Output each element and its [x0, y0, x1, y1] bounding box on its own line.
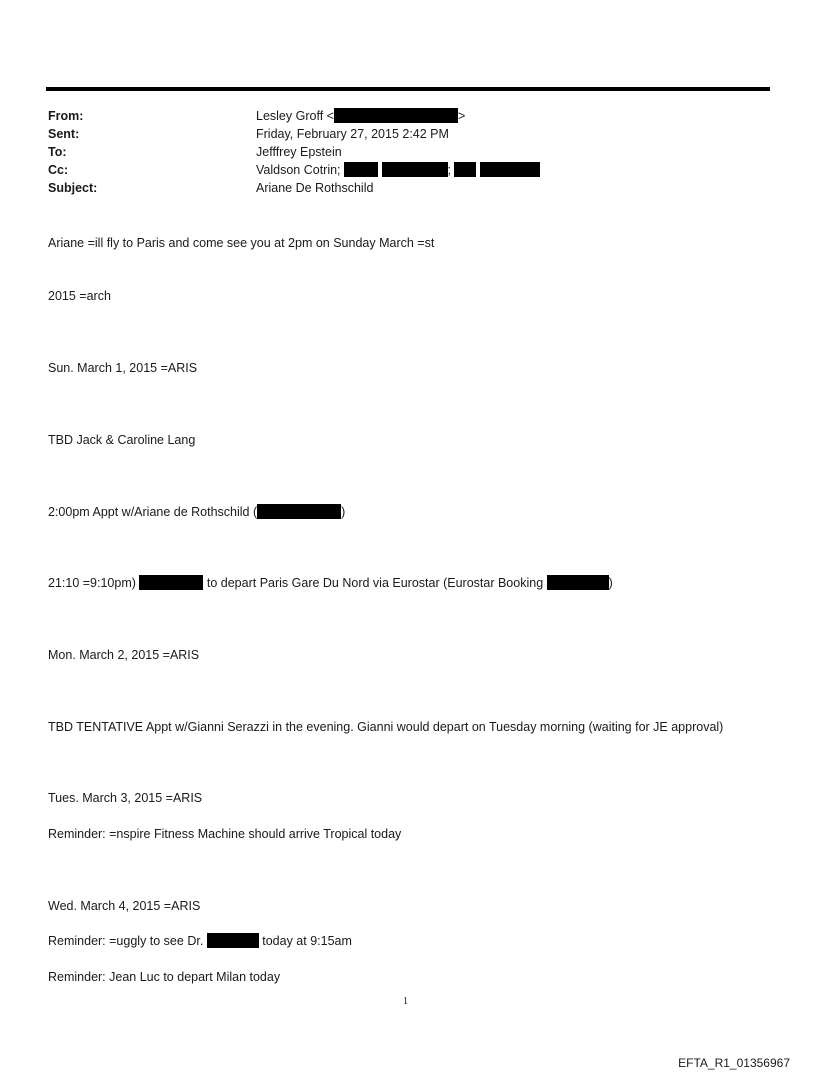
subject-label: Subject:: [48, 181, 98, 195]
redaction-bar: [257, 504, 341, 519]
redaction-bar: [382, 162, 448, 177]
reminder-time: today at 9:15am: [258, 934, 352, 948]
redaction-bar: [480, 162, 540, 177]
cc-name: Valdson Cotrin;: [256, 163, 341, 177]
depart-close-paren: ): [608, 576, 613, 590]
cc-separator: ;: [447, 163, 451, 177]
body-line: Mon. March 2, 2015 =ARIS: [48, 648, 200, 662]
subject-value: Ariane De Rothschild: [256, 181, 374, 195]
cc-value: [256, 161, 540, 179]
appt-text: 2:00pm Appt w/Ariane de Rothschild (: [48, 505, 258, 519]
appt-close-paren: ): [341, 505, 346, 519]
to-label: To:: [48, 145, 67, 159]
redaction-bar: [207, 933, 259, 948]
body-line: Reminder: Jean Luc to depart Milan today: [48, 970, 281, 984]
to-value: Jefffrey Epstein: [256, 145, 342, 159]
document-id: EFTA_R1_01356967: [678, 1056, 790, 1070]
redaction-bar: [454, 162, 476, 177]
body-line: Sun. March 1, 2015 =ARIS: [48, 361, 198, 375]
body-line: TBD TENTATIVE Appt w/Gianni Serazzi in the evening. Gianni would depart on Tuesday morning (waiting for JE approval): [48, 720, 724, 734]
body-line: Wed. March 4, 2015 =ARIS: [48, 899, 201, 913]
body-line: [48, 503, 345, 521]
sent-label: Sent:: [48, 127, 80, 141]
body-line: [48, 932, 352, 950]
reminder-text: Reminder: =uggly to see Dr.: [48, 934, 207, 948]
body-line: TBD Jack & Caroline Lang: [48, 433, 196, 447]
cc-label: Cc:: [48, 163, 69, 177]
body-line: Reminder: =nspire Fitness Machine should arrive Tropical today: [48, 827, 402, 841]
body-line: 2015 =arch: [48, 289, 111, 303]
depart-text: to depart Paris Gare Du Nord via Eurostar (Eurostar Booking: [203, 576, 547, 590]
header-divider: [46, 87, 770, 91]
redaction-bar: [334, 108, 458, 123]
from-bracket: >: [457, 109, 466, 123]
redaction-bar: [547, 575, 609, 590]
page-number: 1: [403, 996, 408, 1007]
sent-value: Friday, February 27, 2015 2:42 PM: [256, 127, 449, 141]
from-label: From:: [48, 109, 84, 123]
body-line: [48, 574, 613, 592]
redaction-bar: [139, 575, 203, 590]
from-name: Lesley Groff <: [256, 109, 334, 123]
body-line: Tues. March 3, 2015 =ARIS: [48, 791, 203, 805]
redaction-bar: [344, 162, 378, 177]
from-value: [256, 107, 465, 125]
depart-time: 21:10 =9:10pm): [48, 576, 136, 590]
body-line: Ariane =ill fly to Paris and come see you at 2pm on Sunday March =st: [48, 236, 435, 250]
